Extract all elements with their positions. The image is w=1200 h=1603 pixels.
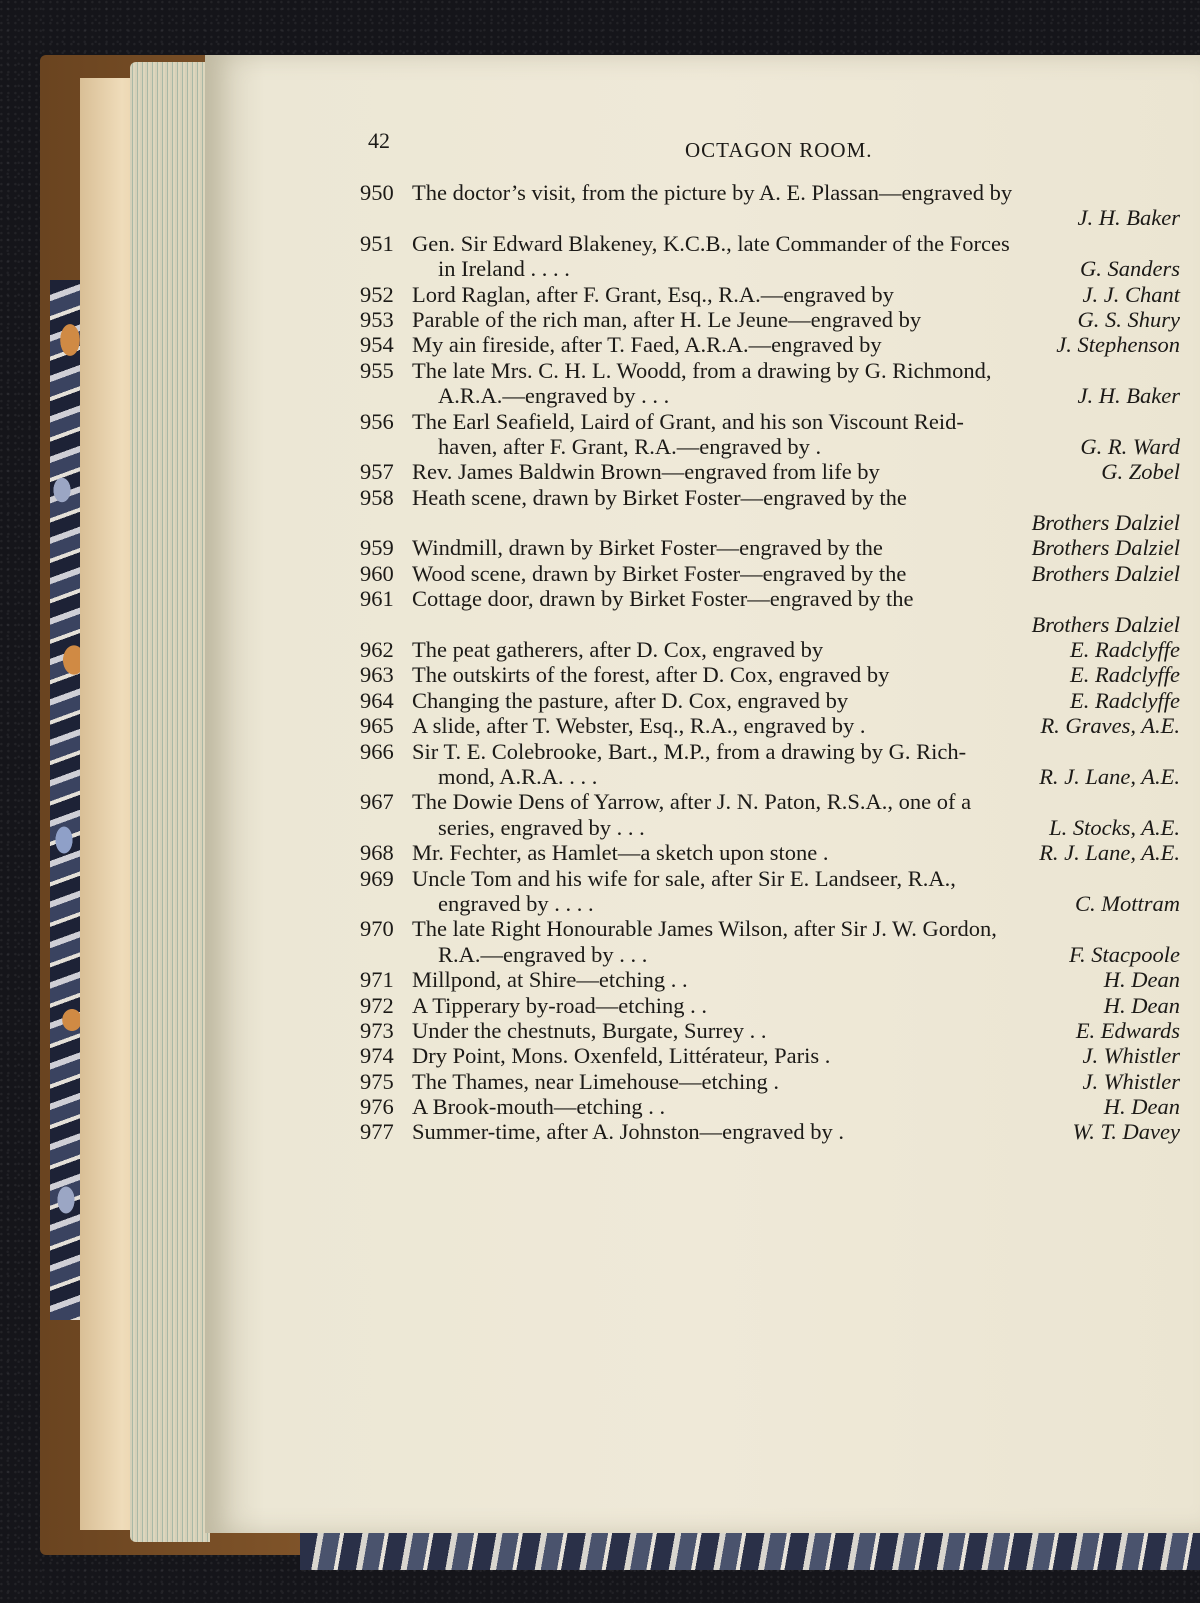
entry-number: 961 (360, 586, 394, 612)
entry-title: The Earl Seafield, Laird of Grant, and his son Viscount Reid- (412, 408, 964, 434)
entry-number: 969 (360, 865, 394, 891)
entry-engraver: Brothers Dalziel (1031, 535, 1180, 561)
entry-title: Lord Raglan, after F. Grant, Esq., R.A.—engraved by (412, 281, 894, 307)
catalogue-entry (360, 688, 1180, 713)
entry-number: 967 (360, 789, 394, 815)
entry-line (360, 739, 1180, 764)
entry-engraver: E. Radclyffe (1070, 637, 1180, 663)
entry-title: engraved by . . . . (438, 890, 594, 916)
entry-engraver: F. Stacpoole (1069, 941, 1180, 967)
entry-line (360, 1043, 1180, 1068)
entry-number: 965 (360, 713, 394, 739)
catalogue-entry (360, 1069, 1180, 1094)
entry-engraver: R. J. Lane, A.E. (1039, 763, 1180, 789)
entry-line (360, 561, 1180, 586)
entry-number: 966 (360, 738, 394, 764)
entry-number: 972 (360, 992, 394, 1018)
entry-title: Wood scene, drawn by Birket Foster—engraved by the (412, 560, 907, 586)
page-stack-edge (130, 62, 210, 1542)
entry-engraver: W. T. Davey (1072, 1119, 1180, 1145)
entry-title: The late Mrs. C. H. L. Woodd, from a drawing by G. Richmond, (412, 357, 992, 383)
catalogue-entry (360, 789, 1180, 840)
entry-engraver: R. Graves, A.E. (1040, 713, 1180, 739)
entry-title: Summer-time, after A. Johnston—engraved by . (412, 1119, 844, 1145)
entry-number: 954 (360, 332, 394, 358)
catalogue-entry (360, 1094, 1180, 1119)
entry-number: 963 (360, 662, 394, 688)
catalogue-entry (360, 637, 1180, 662)
entry-line (360, 866, 1180, 891)
entry-line (360, 1069, 1180, 1094)
entry-line (360, 789, 1180, 814)
entry-title: Rev. James Baldwin Brown—engraved from life by (412, 459, 880, 485)
entry-title: The Thames, near Limehouse—etching . (412, 1068, 779, 1094)
entry-engraver: J. J. Chant (1082, 281, 1180, 307)
entry-line (360, 993, 1180, 1018)
entry-title: Windmill, drawn by Birket Foster—engraved by the (412, 535, 883, 561)
entry-title: A slide, after T. Webster, Esq., R.A., engraved by . (412, 713, 866, 739)
entry-engraver: G. Zobel (1101, 459, 1180, 485)
entry-number: 959 (360, 535, 394, 561)
catalogue-entry (360, 1043, 1180, 1068)
entry-engraver: Brothers Dalziel (1031, 611, 1180, 637)
entry-title: Cottage door, drawn by Birket Foster—engraved by the (412, 586, 914, 612)
entry-title: R.A.—engraved by . . . (438, 941, 648, 967)
entry-number: 953 (360, 306, 394, 332)
catalogue-entry (360, 866, 1180, 917)
page-number: 42 (368, 128, 390, 153)
entry-number: 952 (360, 281, 394, 307)
catalogue-entry (360, 1119, 1180, 1144)
entry-title: in Ireland . . . . (438, 256, 570, 282)
entry-title: Mr. Fechter, as Hamlet—a sketch upon stone . (412, 840, 829, 866)
entry-line (360, 332, 1180, 357)
entry-line (360, 612, 1180, 637)
catalogue-entry (360, 459, 1180, 484)
entry-line (360, 688, 1180, 713)
entry-number: 962 (360, 637, 394, 663)
catalogue-entry (360, 739, 1180, 790)
catalogue-entry (360, 916, 1180, 967)
entry-line (360, 535, 1180, 560)
catalogue-entry (360, 561, 1180, 586)
catalogue-entry (360, 180, 1180, 231)
entry-number: 977 (360, 1119, 394, 1145)
entry-line (360, 358, 1180, 383)
entry-engraver: C. Mottram (1074, 890, 1180, 916)
entry-line (360, 1018, 1180, 1043)
entry-title: Sir T. E. Colebrooke, Bart., M.P., from a drawing by G. Rich- (412, 738, 967, 764)
entry-engraver: G. S. Shury (1077, 306, 1180, 332)
entry-engraver: R. J. Lane, A.E. (1039, 840, 1180, 866)
entry-engraver: E. Radclyffe (1070, 662, 1180, 688)
marbled-page-edge (300, 1530, 1200, 1570)
entry-title: A Brook-mouth—etching . . (412, 1094, 666, 1120)
entry-title: series, engraved by . . . (438, 814, 645, 840)
catalogue-entries (360, 180, 1180, 1145)
entry-line (360, 383, 1180, 408)
entry-line (360, 434, 1180, 459)
entry-engraver: Brothers Dalziel (1031, 560, 1180, 586)
entry-number: 956 (360, 408, 394, 434)
catalogue-entry (360, 713, 1180, 738)
entry-title: Millpond, at Shire—etching . . (412, 967, 688, 993)
catalogue-entry (360, 231, 1180, 282)
entry-title: Dry Point, Mons. Oxenfeld, Littérateur, Paris . (412, 1043, 831, 1069)
entry-number: 975 (360, 1068, 394, 1094)
entry-line (360, 485, 1180, 510)
entry-number: 955 (360, 357, 394, 383)
entry-line (360, 205, 1180, 230)
entry-title: mond, A.R.A. . . . (438, 763, 598, 789)
entry-engraver: J. Whistler (1082, 1068, 1180, 1094)
entry-line (360, 409, 1180, 434)
entry-title: haven, after F. Grant, R.A.—engraved by . (438, 433, 822, 459)
catalogue-entry (360, 282, 1180, 307)
entry-line (360, 510, 1180, 535)
entry-line (360, 840, 1180, 865)
entry-line (360, 942, 1180, 967)
entry-line (360, 713, 1180, 738)
catalogue-entry (360, 967, 1180, 992)
entry-line (360, 307, 1180, 332)
entry-title: A Tipperary by-road—etching . . (412, 992, 707, 1018)
entry-engraver: H. Dean (1103, 1094, 1180, 1120)
entry-engraver: J. H. Baker (1077, 205, 1180, 231)
entry-line (360, 459, 1180, 484)
entry-number: 976 (360, 1094, 394, 1120)
entry-line (360, 1119, 1180, 1144)
entry-engraver: E. Radclyffe (1070, 687, 1180, 713)
entry-number: 970 (360, 916, 394, 942)
catalogue-entry (360, 1018, 1180, 1043)
entry-line (360, 180, 1180, 205)
entry-number: 971 (360, 967, 394, 993)
entry-number: 951 (360, 230, 394, 256)
entry-line (360, 916, 1180, 941)
entry-number: 973 (360, 1017, 394, 1043)
entry-engraver: Brothers Dalziel (1031, 510, 1180, 536)
entry-line (360, 586, 1180, 611)
entry-engraver: G. Sanders (1080, 256, 1180, 282)
entry-engraver: J. Stephenson (1056, 332, 1180, 358)
entry-line (360, 662, 1180, 687)
entry-title: Heath scene, drawn by Birket Foster—engraved by the (412, 484, 907, 510)
entry-title: The peat gatherers, after D. Cox, engraved by (412, 637, 824, 663)
catalogue-entry (360, 586, 1180, 637)
entry-title: The late Right Honourable James Wilson, after Sir J. W. Gordon, (412, 916, 997, 942)
catalogue-entry (360, 358, 1180, 409)
entry-engraver: G. R. Ward (1080, 433, 1180, 459)
entry-line (360, 815, 1180, 840)
entry-engraver: H. Dean (1103, 967, 1180, 993)
entry-engraver: L. Stocks, A.E. (1049, 814, 1180, 840)
catalogue-entry (360, 409, 1180, 460)
entry-line (360, 231, 1180, 256)
catalogue-entry (360, 535, 1180, 560)
entry-number: 960 (360, 560, 394, 586)
entry-title: Changing the pasture, after D. Cox, engraved by (412, 687, 849, 713)
entry-title: The outskirts of the forest, after D. Cox, engraved by (412, 662, 890, 688)
entry-line (360, 764, 1180, 789)
catalogue-entry (360, 332, 1180, 357)
entry-number: 964 (360, 687, 394, 713)
running-head: OCTAGON ROOM. (685, 138, 873, 162)
entry-title: Uncle Tom and his wife for sale, after Sir E. Landseer, R.A., (412, 865, 956, 891)
catalogue-entry (360, 993, 1180, 1018)
entry-line (360, 256, 1180, 281)
entry-number: 957 (360, 459, 394, 485)
entry-number: 950 (360, 180, 394, 205)
entry-title: Parable of the rich man, after H. Le Jeune—engraved by (412, 306, 922, 332)
catalogue-entry (360, 840, 1180, 865)
entry-engraver: J. H. Baker (1077, 383, 1180, 409)
entry-engraver: J. Whistler (1082, 1043, 1180, 1069)
entry-title: The Dowie Dens of Yarrow, after J. N. Paton, R.S.A., one of a (412, 789, 972, 815)
entry-title: The doctor’s visit, from the picture by A. E. Plassan—engraved by (412, 180, 1013, 205)
entry-title: My ain fireside, after T. Faed, A.R.A.—engraved by (412, 332, 882, 358)
entry-title: Under the chestnuts, Burgate, Surrey . . (412, 1017, 767, 1043)
entry-line (360, 891, 1180, 916)
entry-line (360, 1094, 1180, 1119)
entry-line (360, 282, 1180, 307)
entry-engraver: H. Dean (1103, 992, 1180, 1018)
catalogue-entry (360, 307, 1180, 332)
entry-line (360, 967, 1180, 992)
entry-number: 968 (360, 840, 394, 866)
entry-engraver: E. Edwards (1075, 1017, 1180, 1043)
entry-title: Gen. Sir Edward Blakeney, K.C.B., late Commander of the Forces (412, 230, 1010, 256)
catalogue-entry (360, 485, 1180, 536)
entry-number: 958 (360, 484, 394, 510)
entry-title: A.R.A.—engraved by . . . (438, 383, 670, 409)
entry-number: 974 (360, 1043, 394, 1069)
entry-line (360, 637, 1180, 662)
catalogue-entry (360, 662, 1180, 687)
